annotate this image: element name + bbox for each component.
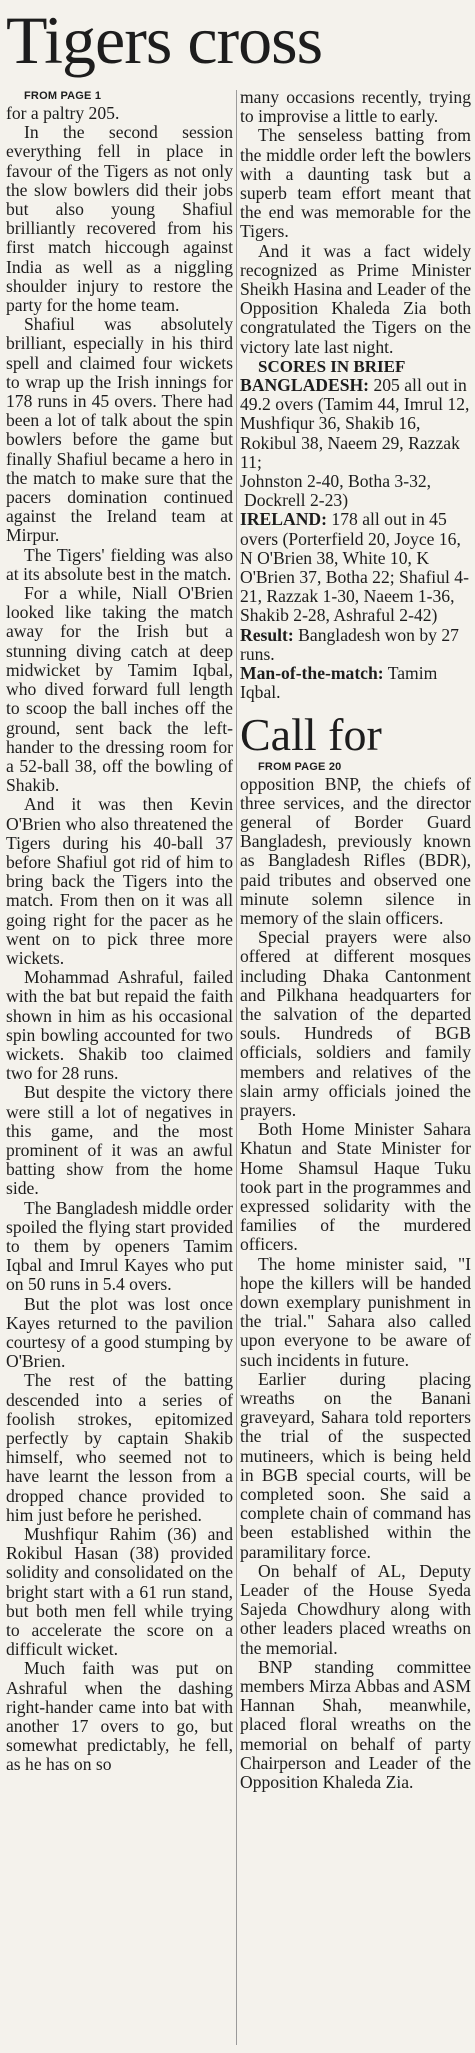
- scores-bangladesh-bowling: Johnston 2-40, Botha 3-32, Dockrell 2-23): [240, 471, 432, 511]
- story1-paragraph: Mushfiqur Rahim (36) and Rokibul Hasan (38) provided solidity and consolidated on the bright start with a 61 run stand, but both men fell while trying to accelerate the score on a difficult wicket.: [6, 1524, 233, 1660]
- story2-paragraph: opposition BNP, the chiefs of three services, and the director general of Border Guard Bangladesh, previously known as Bangladesh Rifles (BDR), paid tributes and observed one minute solemn silence in memory of the slain officers.: [240, 773, 471, 928]
- story2-paragraph: On behalf of AL, Deputy Leader of the House Syeda Sajeda Chowdhury along with other leaders placed wreaths on the memorial.: [240, 1560, 471, 1658]
- story1-paragraph: The Tigers' fielding was also at its absolute best in the match.: [6, 544, 233, 584]
- scores-result-text: Bangladesh won by 27 runs.: [240, 624, 459, 664]
- story1-paragraph: In the second session everything fell in place in favour of the Tigers as not only the slow bowlers did their jobs but also young Shafiul brilliantly recovered from his first match hiccough against India as well as a niggling shoulder injury to restore the party for the home team.: [6, 122, 233, 316]
- story1-paragraph: The rest of the batting descended into a series of foolish strokes, epitomized perfectly by captain Shakib himself, who seemed not to have learnt the lesson from a dropped chance provided to him just before he perished.: [6, 1370, 233, 1525]
- story2-paragraph: Both Home Minister Sahara Khatun and State Minister for Home Shamsul Haque Tuku took part in the programmes and expressed solidarity with the families of the murdered officers.: [240, 1119, 471, 1255]
- story2-kicker: FROM PAGE 20: [258, 760, 342, 773]
- story1-continued-paragraph: many occasions recently, trying to improvise a little to early.: [240, 87, 471, 127]
- story2-paragraph: The home minister said, "I hope the killers will be handed down exemplary punishment in the trial." Sahara also called upon everyone to be aware of such incidents in future.: [240, 1253, 471, 1370]
- scores-result: [240, 626, 471, 664]
- story1-kicker: FROM PAGE 1: [24, 90, 102, 102]
- story1-continued-paragraph: The senseless batting from the middle order left the bowlers with a daunting task but a superb team effort meant that the end was memorable for the Tigers.: [240, 125, 471, 242]
- scores-mom-text: Tamim Iqbal.: [240, 663, 438, 703]
- story1-paragraph: But the plot was lost once Kayes returned to the pavilion courtesy of a good stumping by O'Brien.: [6, 1293, 233, 1372]
- story1-paragraph: But despite the victory there were still a lot of negatives in this game, and the most prominent of it was an awful batting show from the home side.: [6, 1082, 233, 1199]
- story1-paragraph: Much faith was put on Ashraful when the dashing right-hander came into bat with another 17 overs to go, but somewhat predictably, he fell, as he has on so: [6, 1658, 233, 1775]
- scores-in-brief-heading: SCORES IN BRIEF: [258, 356, 406, 376]
- story1-paragraph: The Bangladesh middle order spoiled the flying start provided to them by openers Tamim Iqbal and Imrul Kayes who put on 50 runs in 5.4 overs.: [6, 1197, 233, 1295]
- scores-mom-label: Man-of-the-match:: [240, 663, 384, 684]
- scores-bangladesh: [240, 376, 471, 472]
- story1-paragraph: Shafiul was absolutely brilliant, especially in his third spell and claimed four wickets to wrap up the Irish innings for 178 runs in 45 overs. There had been a lot of talk about the spin bowlers before the game but finally Shafiul became a hero in the match to make sure that the pacers domination continued against the Ireland team at Mirpur.: [6, 314, 233, 546]
- scores-bangladesh-label: BANGLADESH:: [240, 375, 370, 396]
- story1-paragraph: And it was then Kevin O'Brien who also threatened the Tigers during his 40-ball 37 before Shafiul got rid of him to bring back the Tigers into the match. From then on it was all going right for the pacer as he went on to pick three more wickets.: [6, 794, 233, 968]
- scores-result-label: Result:: [240, 624, 294, 645]
- story1-paragraph: for a paltry 205.: [6, 103, 120, 123]
- story1-paragraph: Mohammad Ashraful, failed with the bat but repaid the faith shown in him as his occasional spin bowling accounted for two wickets. Shakib too claimed two for 28 runs.: [6, 967, 233, 1084]
- left-column: [6, 88, 233, 1775]
- scores-bangladesh-text: 205 all out in 49.2 overs (Tamim 44, Imrul 12, Mushfiqur 36, Shakib 16, Rokibul 38, Naeem 29, Razzak 11;: [240, 375, 470, 472]
- right-column: [240, 88, 471, 1792]
- headline-call-for: Call for: [240, 708, 382, 760]
- headline-tigers-cross: Tigers cross: [6, 2, 323, 78]
- column-rule: [236, 90, 237, 2045]
- story1-continued-paragraph: And it was a fact widely recognized as Prime Minister Sheikh Hasina and Leader of the Opposition Khaleda Zia both congratulated the Tigers on the victory late last night.: [240, 240, 471, 357]
- scores-ireland-label: IRELAND:: [240, 509, 327, 530]
- story2-paragraph: BNP standing committee members Mirza Abbas and ASM Hannan Shah, meanwhile, placed floral wreaths on the memorial on behalf of party Chairperson and Leader of the Opposition Khaleda Zia.: [240, 1656, 471, 1793]
- story2-paragraph: Special prayers were also offered at different mosques including Dhaka Cantonment and Pilkhana headquarters for the salvation of the departed souls. Hundreds of BGB officials, soldiers and family members and relatives of the slain army officials joined the prayers.: [240, 927, 471, 1120]
- scores-man-of-the-match: [240, 664, 471, 702]
- story1-paragraph: For a while, Niall O'Brien looked like taking the match away for the Irish but a stunning diving catch at deep midwicket by Tamim Iqbal, who dived forward full length to scoop the ball inches off the ground, sent back the left-hander to the dressing room for a 52-ball 38, off the bowling of Shakib.: [6, 583, 233, 796]
- story2-paragraph: Earlier during placing wreaths on the Banani graveyard, Sahara told reporters the trial of the suspected mutineers, which is being held in BGB special courts, will be completed soon. She said a complete chain of command has been established within the paramilitary force.: [240, 1368, 471, 1562]
- scores-ireland-text: 178 all out in 45 overs (Porterfield 20, Joyce 16, N O'Brien 38, White 10, K O'Brien 37, Botha 22; Shafiul 4-21, Razzak 1-30, Naeem 1-36, Shakib 2-28, Ashraful 2-42): [240, 509, 469, 626]
- scores-ireland: [240, 510, 471, 625]
